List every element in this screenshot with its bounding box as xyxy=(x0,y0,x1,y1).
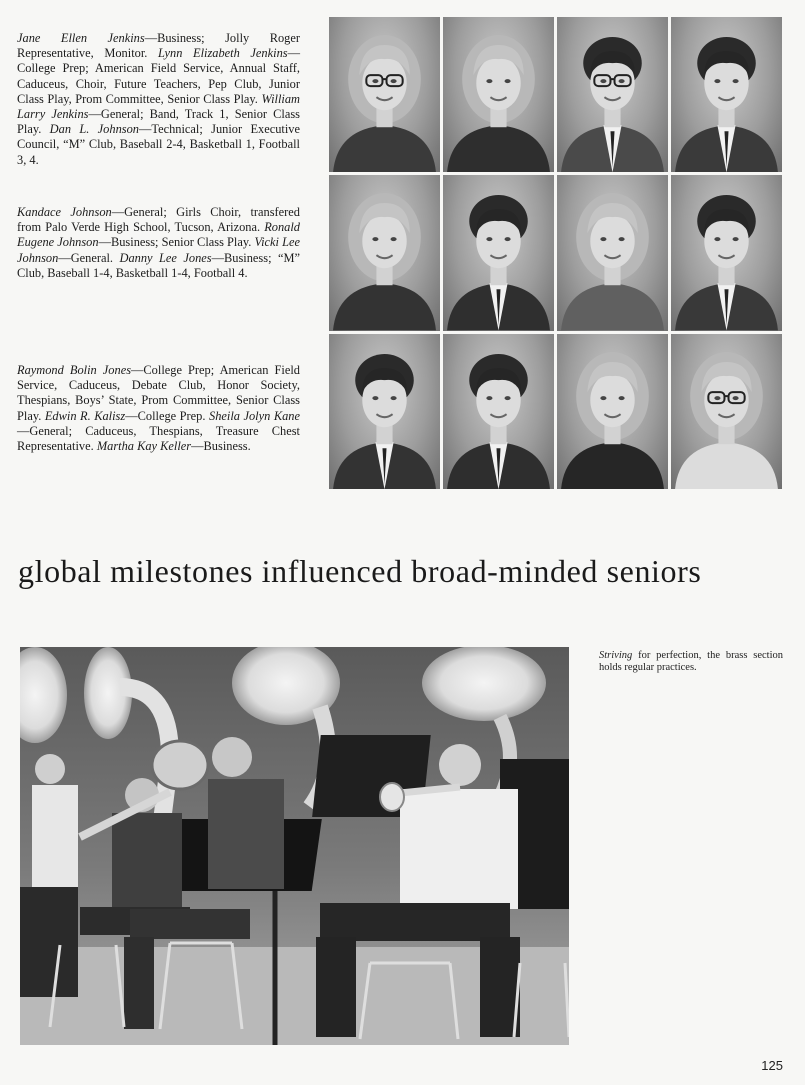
student-name: Vicki Lee Johnson xyxy=(17,235,300,265)
photo-caption xyxy=(599,650,783,674)
senior-portrait xyxy=(329,175,440,330)
senior-portrait xyxy=(443,175,554,330)
student-name: Lynn Elizabeth Jenkins xyxy=(157,46,288,61)
student-activities: —Business; “M” Club, Baseball 1-4, Basketball 1-4, Football 4. xyxy=(17,250,301,280)
senior-portrait-grid xyxy=(329,17,782,489)
student-activities: —Business; Senior Class Play. xyxy=(98,235,255,250)
senior-portrait xyxy=(671,334,782,489)
student-activities: —Technical; Junior Executive Council, “M” Club, Baseball 2-4, Basketball 1, Football 3, 4. xyxy=(17,122,300,167)
student-name: Raymond Bolin Jones xyxy=(17,363,132,377)
student-activities: —College Prep; American Field Service, Caduceus, Debate Club, Honor Society, Thespians, Boys’ State, Prom Committee, Senior Class Play. xyxy=(17,363,300,423)
senior-portrait xyxy=(557,334,668,489)
student-activities: —Business. xyxy=(191,439,251,454)
student-name: Edwin R. Kalisz xyxy=(44,408,126,423)
student-name: Jane Ellen Jenkins xyxy=(17,31,145,45)
senior-bios-row-1 xyxy=(17,31,300,168)
senior-portrait xyxy=(671,17,782,172)
student-activities: —General. xyxy=(58,250,120,265)
senior-portrait xyxy=(329,17,440,172)
student-name: Kandace Johnson xyxy=(17,205,112,219)
senior-portrait xyxy=(443,334,554,489)
student-name: William Larry Jenkins xyxy=(17,91,300,122)
brass-section-photo xyxy=(20,647,569,1045)
student-activities: —General; Caduceus, Thespians, Treasure Chest Representative. xyxy=(17,423,300,454)
student-name: Danny Lee Jones xyxy=(119,250,212,265)
senior-bios-row-2 xyxy=(17,205,300,281)
page-headline: global milestones influenced broad-minded seniors xyxy=(18,553,702,589)
senior-portrait xyxy=(557,175,668,330)
senior-portrait xyxy=(443,17,554,172)
senior-portrait xyxy=(557,17,668,172)
student-activities: —Business; Jolly Roger Representative, Monitor. xyxy=(17,31,300,61)
student-activities: —College Prep; American Field Service, Annual Staff, Caduceus, Choir, Future Teachers, Pep Club, Junior Class Play, Prom Committee, Senior Class Play. xyxy=(17,46,300,106)
student-name: Dan L. Johnson xyxy=(49,122,139,137)
student-name: Ronald Eugene Johnson xyxy=(17,220,300,250)
page-number: 125 xyxy=(761,1058,783,1073)
student-activities: —General; Girls Choir, transfered from Palo Verde High School, Tucson, Arizona. xyxy=(17,205,300,235)
photo-caption-lead: Striving xyxy=(599,650,633,661)
student-name: Sheila Jolyn Kane xyxy=(209,408,300,423)
student-name: Martha Kay Keller xyxy=(96,439,192,454)
photo-caption-text: for perfection, the brass section holds regular practices. xyxy=(599,650,783,673)
student-activities: —General; Band, Track 1, Senior Class Play. xyxy=(17,107,300,137)
senior-bios-row-3 xyxy=(17,363,300,454)
student-activities: —College Prep. xyxy=(125,408,209,423)
senior-portrait xyxy=(329,334,440,489)
senior-portrait xyxy=(671,175,782,330)
brass-section-photo-image xyxy=(20,647,569,1045)
